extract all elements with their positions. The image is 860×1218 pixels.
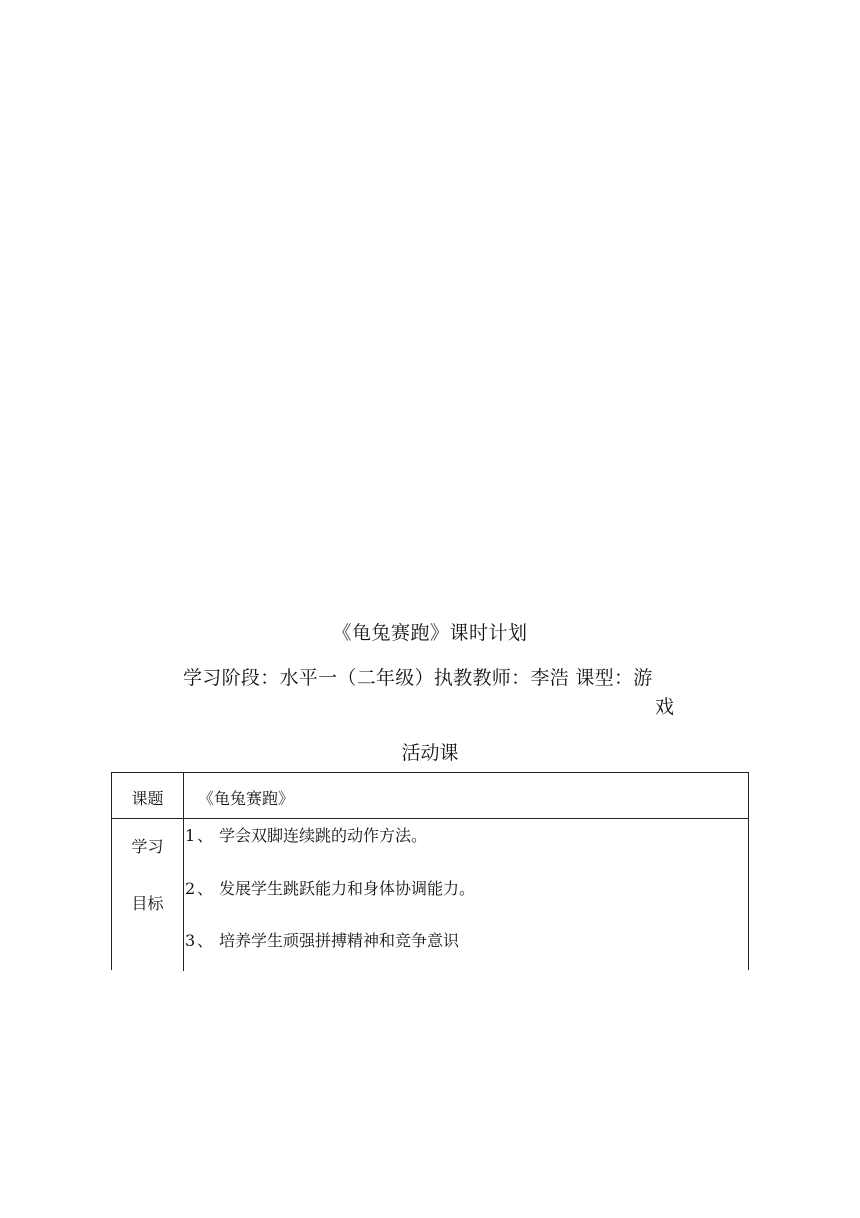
goal-number: 2 — [185, 879, 196, 898]
goal-text: 培养学生顽强拼搏精神和竞争意识 — [219, 931, 460, 950]
goal-separator: 、 — [197, 879, 214, 898]
goal-label-line1: 学习 — [131, 837, 164, 856]
document-title: 《龟兔赛跑》课时计划 — [332, 622, 528, 644]
goal-item — [185, 928, 459, 951]
goal-number: 3 — [185, 931, 196, 950]
goal-item — [185, 876, 475, 899]
lesson-type-subtitle: 活动课 — [401, 742, 459, 764]
goal-item — [185, 823, 427, 846]
goal-text: 发展学生跳跃能力和身体协调能力。 — [219, 879, 476, 898]
goal-number: 1 — [185, 826, 196, 845]
topic-value: 《龟兔赛跑》 — [198, 789, 295, 808]
lesson-meta-line: 学习阶段：水平一（二年级）执教教师：李浩 课型：游 — [183, 667, 653, 689]
goal-label-line2: 目标 — [131, 894, 164, 913]
goal-separator: 、 — [197, 931, 214, 950]
goal-separator: 、 — [197, 826, 214, 845]
lesson-meta-wrap: 戏 — [655, 696, 675, 718]
lesson-plan-table — [111, 772, 749, 970]
column-divider — [183, 773, 184, 971]
topic-label: 课题 — [131, 789, 164, 808]
goal-text: 学会双脚连续跳的动作方法。 — [219, 826, 428, 845]
